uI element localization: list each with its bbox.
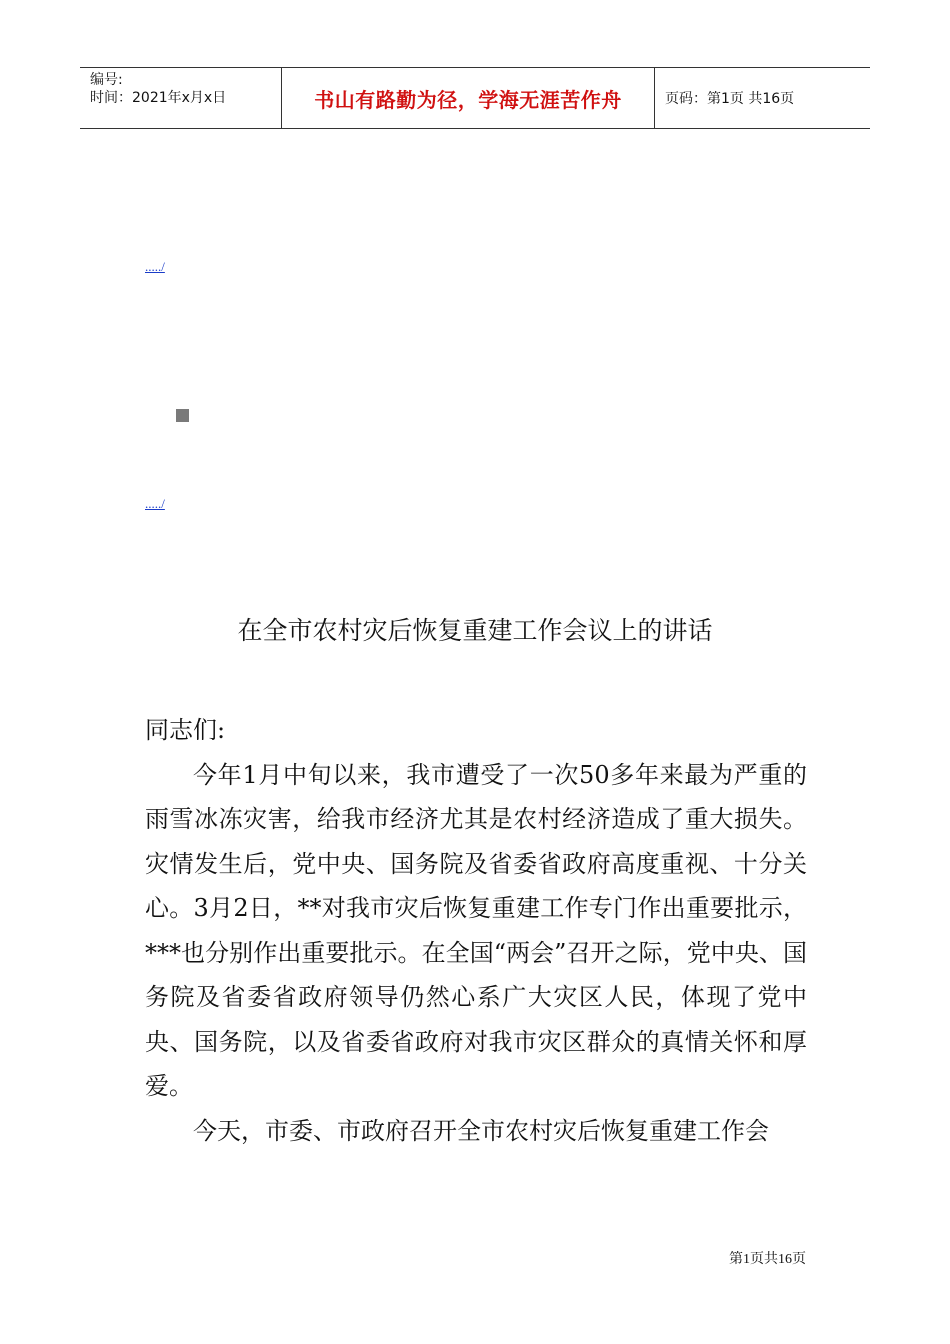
header-meta-cell xyxy=(80,68,282,128)
document-body xyxy=(145,708,807,1153)
number-label: 编号: xyxy=(90,72,123,88)
header-motto-cell xyxy=(282,68,655,128)
paragraph-2: 今天，市委、市政府召开全市农村灾后恢复重建工作会 xyxy=(193,1116,769,1145)
paragraph-1: 今年1月中旬以来，我市遭受了一次50多年来最为严重的雨雪冰冻灾害，给我市经济尤其是农村经济造成了重大损失。灾情发生后，党中央、国务院及省委省政府高度重视、十分关心。3月2日，**对我市灾后恢复重建工作专门作出重要批示，***也分别作出重要批示。在全国“两会”召开之际，党中央、国务院及省委省政府领导仍然心系广大灾区人民，体现了党中央、国务院，以及省委省政府对我市灾区群众的真情关怀和厚爱。 xyxy=(145,760,807,1100)
motto-text: 书山有路勤为径，学海无涯苦作舟 xyxy=(314,87,622,112)
header-page-cell xyxy=(655,68,870,128)
document-title: 在全市农村灾后恢复重建工作会议上的讲话 xyxy=(237,616,713,645)
page-footer: 第1页共16页 xyxy=(729,1252,806,1267)
header-table xyxy=(80,67,870,129)
time-label: 时间：2021年x月x日 xyxy=(90,90,227,106)
page-label: 页码：第1页 共16页 xyxy=(665,91,795,107)
salutation: 同志们: xyxy=(145,716,226,744)
link-1[interactable]: ...../ xyxy=(145,259,165,274)
square-icon xyxy=(176,409,189,422)
link-2[interactable]: ...../ xyxy=(145,496,165,511)
